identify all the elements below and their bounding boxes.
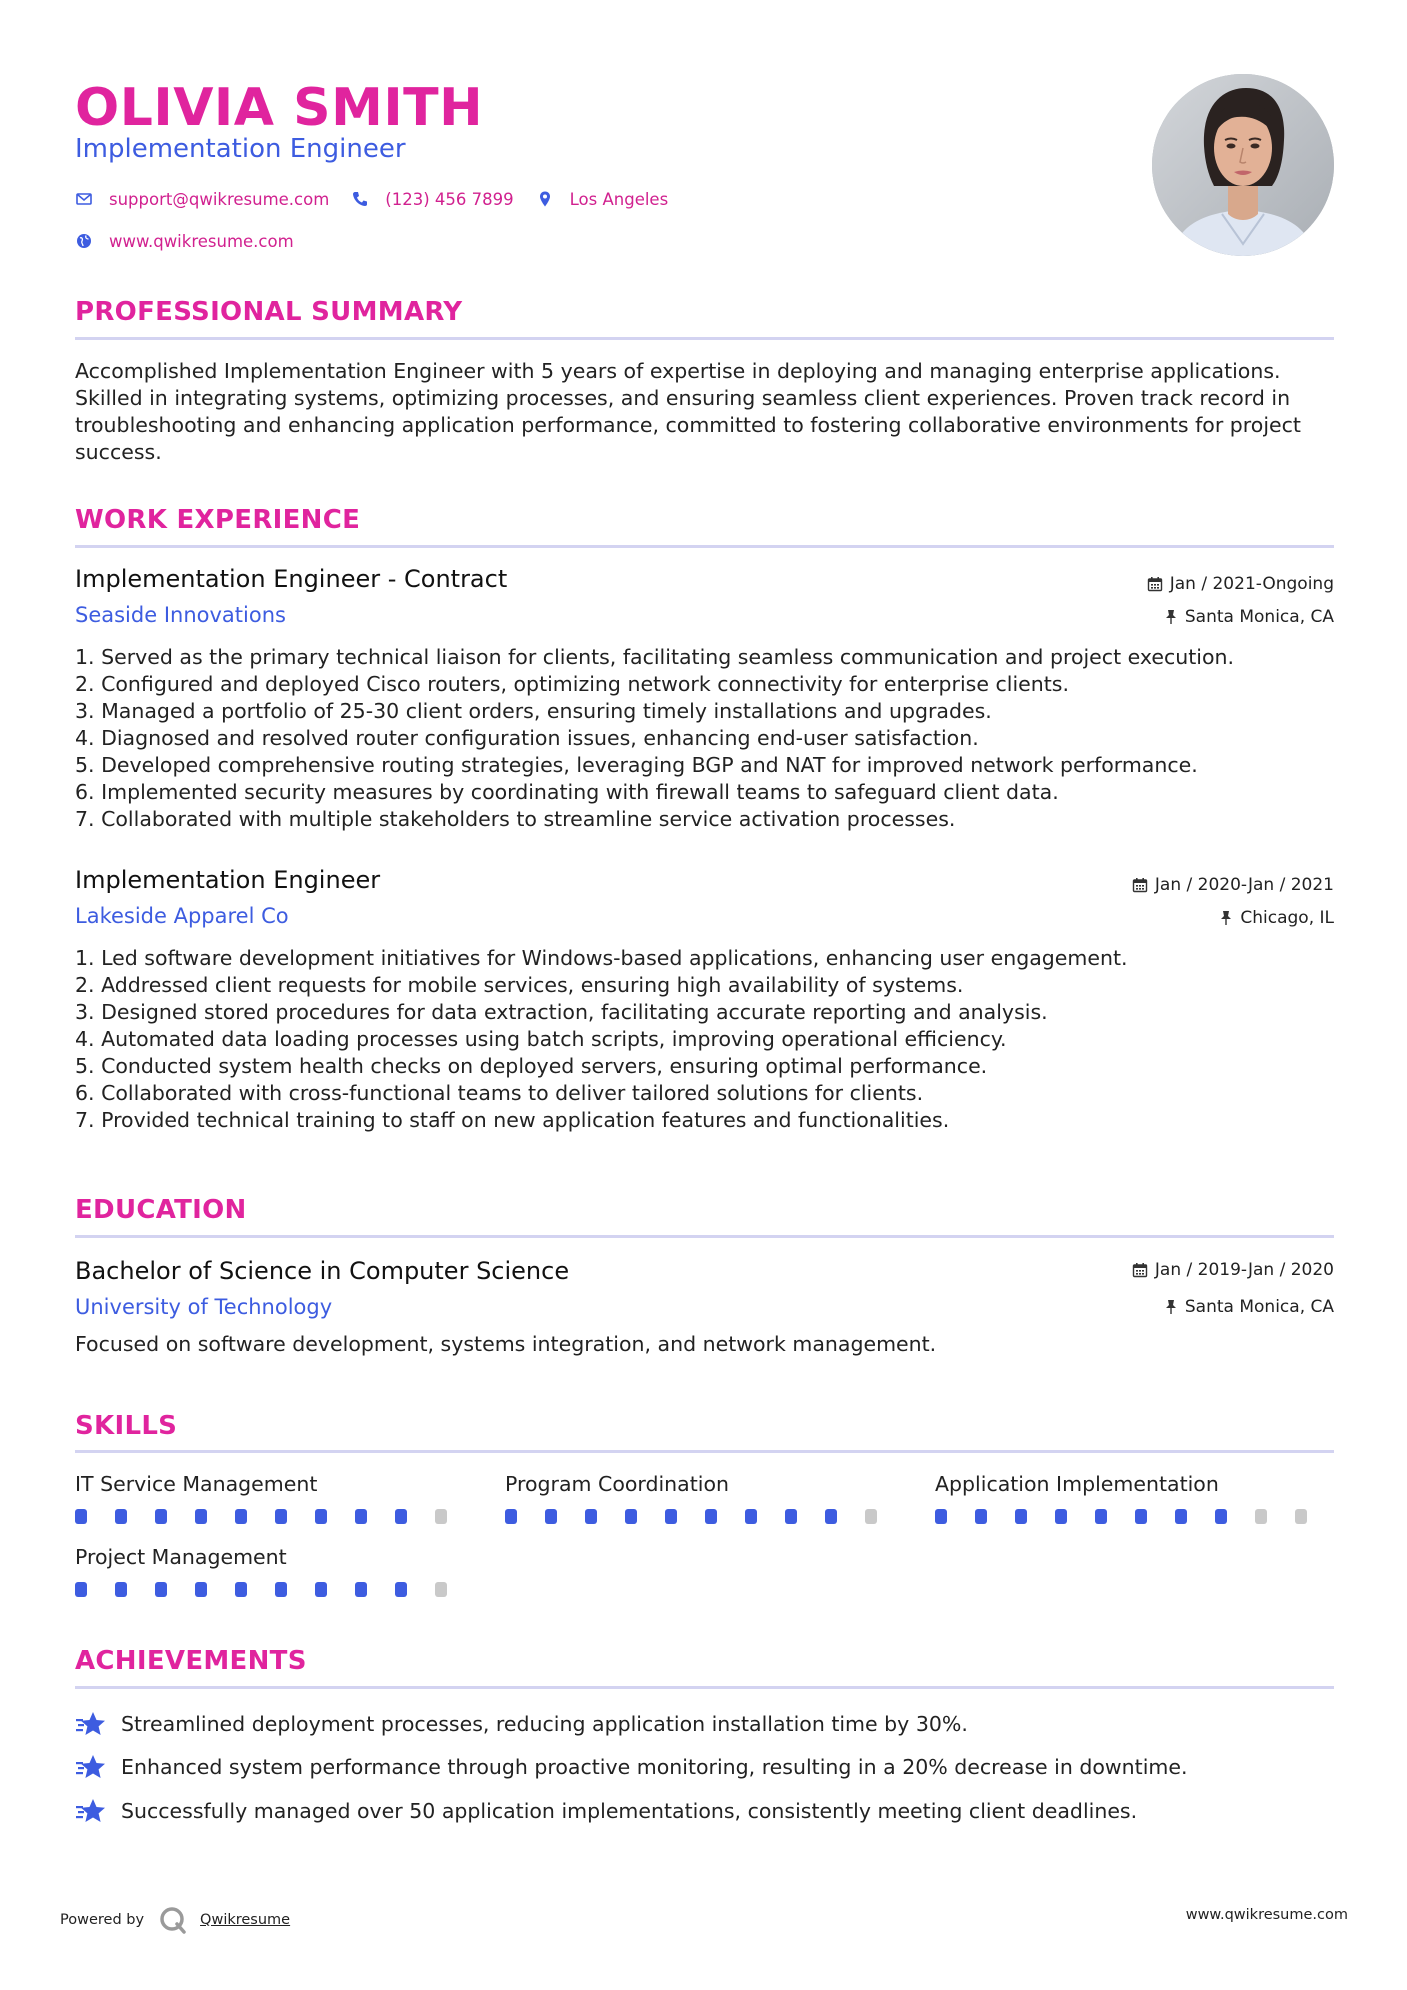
skill-dot-filled (1095, 1509, 1107, 1524)
list-item: 7. Collaborated with multiple stakeholders to streamline service activation processes. (75, 807, 956, 831)
globe-icon (75, 232, 93, 250)
education-location-text: Santa Monica, CA (1184, 1297, 1334, 1317)
skill-name: Application Implementation (935, 1472, 1219, 1496)
skill-dot-filled (315, 1582, 327, 1597)
job-title: Implementation Engineer (75, 866, 381, 894)
skill-dot-filled (785, 1509, 797, 1524)
phone-text: (123) 456 7899 (385, 189, 514, 209)
skill-dot-filled (275, 1509, 287, 1524)
skill-dot-filled (315, 1509, 327, 1524)
skill-dot-filled (975, 1509, 987, 1524)
contact-location (536, 190, 669, 209)
job-location-text: Santa Monica, CA (1184, 607, 1334, 627)
achievement-item (75, 1753, 1188, 1781)
school-name: University of Technology (75, 1295, 333, 1319)
skill-name: Program Coordination (505, 1472, 730, 1496)
skill-dot-filled (935, 1509, 947, 1524)
job-date (1147, 574, 1334, 594)
skill-dot-filled (1015, 1509, 1027, 1524)
list-item: 4. Diagnosed and resolved router configuration issues, enhancing end-user satisfaction. (75, 726, 979, 750)
achievement-text: Streamlined deployment processes, reducing application installation time by 30%. (121, 1712, 968, 1736)
skill-dot-filled (75, 1509, 87, 1524)
section-divider (75, 1235, 1334, 1238)
contact-block (75, 188, 690, 272)
star-badge-icon (75, 1797, 107, 1825)
education-heading: EDUCATION (75, 1195, 247, 1225)
skill-dot-filled (155, 1582, 167, 1597)
job-bullets (75, 644, 1333, 833)
achievements-heading: ACHIEVEMENTS (75, 1646, 307, 1676)
work-heading: WORK EXPERIENCE (75, 505, 361, 535)
section-divider (75, 337, 1334, 340)
calendar-icon (1132, 1262, 1148, 1278)
skill-dot-filled (75, 1582, 87, 1597)
list-item: 4. Automated data loading processes using batch scripts, improving operational efficiency. (75, 1027, 1007, 1051)
section-divider (75, 1450, 1334, 1453)
list-item: 6. Collaborated with cross-functional teams to deliver tailored solutions for clients. (75, 1081, 924, 1105)
skill-dot-filled (545, 1509, 557, 1524)
education-description: Focused on software development, systems integration, and network management. (75, 1332, 937, 1356)
contact-email[interactable] (75, 190, 329, 209)
skill-dot-filled (235, 1509, 247, 1524)
skill-dot-filled (355, 1582, 367, 1597)
skill-dot-empty (865, 1509, 877, 1524)
calendar-icon (1147, 576, 1163, 592)
skill-dot-filled (275, 1582, 287, 1597)
pushpin-icon (1164, 1299, 1178, 1315)
list-item: 7. Provided technical training to staff on new application features and functionalities. (75, 1108, 950, 1132)
skill-dot-filled (155, 1509, 167, 1524)
skill-item (935, 1472, 1335, 1524)
skill-dot-empty (435, 1582, 447, 1597)
skill-dot-filled (395, 1582, 407, 1597)
list-item: 5. Conducted system health checks on deployed servers, ensuring optimal performance. (75, 1054, 988, 1078)
skill-dot-filled (585, 1509, 597, 1524)
map-pin-icon (536, 190, 554, 208)
skill-dot-filled (505, 1509, 517, 1524)
list-item: 1. Led software development initiatives for Windows-based applications, enhancing user engagement. (75, 946, 1128, 970)
skill-dot-filled (1175, 1509, 1187, 1524)
profile-photo (1152, 74, 1334, 256)
skill-dot-empty (1255, 1509, 1267, 1524)
qwikresume-brand-link[interactable]: Qwikresume (200, 1912, 291, 1928)
skill-dot-filled (1135, 1509, 1147, 1524)
skill-dot-filled (115, 1509, 127, 1524)
list-item: 5. Developed comprehensive routing strategies, leveraging BGP and NAT for improved network performance. (75, 753, 1198, 777)
skill-dot-filled (625, 1509, 637, 1524)
summary-text: Accomplished Implementation Engineer with 5 years of expertise in deploying and managing enterprise applications. Skilled in integrating systems, optimizing processes, and ensuring seamless client experiences. Proven track record in troubleshooting and enhancing application performance, committed to fostering collaborative environments for project success. (75, 359, 1301, 464)
skill-dot-filled (825, 1509, 837, 1524)
skill-item (75, 1472, 475, 1524)
footer-url[interactable]: www.qwikresume.com (1185, 1907, 1348, 1923)
skill-name: Project Management (75, 1545, 287, 1569)
job-date-text: Jan / 2021-Ongoing (1169, 574, 1334, 594)
achievement-item (75, 1710, 968, 1738)
skill-rating (935, 1509, 1335, 1524)
skill-dot-filled (355, 1509, 367, 1524)
section-divider (75, 545, 1334, 548)
skill-dot-filled (705, 1509, 717, 1524)
contact-website[interactable] (75, 232, 294, 251)
achievement-text: Enhanced system performance through proactive monitoring, resulting in a 20% decrease in downtime. (121, 1755, 1188, 1779)
skill-rating (505, 1509, 905, 1524)
list-item: 3. Managed a portfolio of 25-30 client orders, ensuring timely installations and upgrades. (75, 699, 992, 723)
job-title: Implementation Engineer - Contract (75, 565, 508, 593)
website-text: www.qwikresume.com (109, 231, 294, 251)
company-name: Lakeside Apparel Co (75, 904, 289, 928)
education-location (1164, 1297, 1334, 1317)
skills-grid (75, 1472, 1334, 1612)
skill-item (75, 1545, 475, 1597)
achievement-item (75, 1797, 1137, 1825)
footer-powered-by (60, 1905, 290, 1935)
skill-dot-filled (1055, 1509, 1067, 1524)
skills-heading: SKILLS (75, 1411, 178, 1441)
qwikresume-logo-icon (158, 1905, 188, 1935)
powered-by-label: Powered by (60, 1912, 145, 1928)
list-item: 1. Served as the primary technical liaison for clients, facilitating seamless communication and project execution. (75, 645, 1235, 669)
degree-title: Bachelor of Science in Computer Science (75, 1257, 570, 1285)
summary-heading: PROFESSIONAL SUMMARY (75, 297, 463, 327)
envelope-icon (75, 190, 93, 208)
location-text: Los Angeles (569, 189, 669, 209)
skill-name: IT Service Management (75, 1472, 318, 1496)
job-location (1164, 607, 1334, 627)
skill-dot-filled (235, 1582, 247, 1597)
company-name: Seaside Innovations (75, 603, 286, 627)
list-item: 6. Implemented security measures by coordinating with firewall teams to safeguard client data. (75, 780, 1059, 804)
skill-dot-filled (1215, 1509, 1227, 1524)
job-location-text: Chicago, IL (1240, 908, 1334, 928)
job-location (1219, 908, 1334, 928)
star-badge-icon (75, 1753, 107, 1781)
list-item: 3. Designed stored procedures for data extraction, facilitating accurate reporting and analysis. (75, 1000, 1048, 1024)
education-date (1132, 1260, 1334, 1280)
pushpin-icon (1164, 609, 1178, 625)
candidate-name: OLIVIA SMITH (75, 78, 484, 138)
section-divider (75, 1686, 1334, 1689)
skill-dot-filled (195, 1582, 207, 1597)
star-badge-icon (75, 1710, 107, 1738)
skill-dot-filled (745, 1509, 757, 1524)
list-item: 2. Addressed client requests for mobile services, ensuring high availability of systems. (75, 973, 964, 997)
job-date (1132, 875, 1334, 895)
skill-dot-empty (1295, 1509, 1307, 1524)
skill-item (505, 1472, 905, 1524)
skill-rating (75, 1509, 475, 1524)
skill-rating (75, 1582, 475, 1597)
education-date-text: Jan / 2019-Jan / 2020 (1154, 1260, 1334, 1280)
email-text: support@qwikresume.com (109, 189, 330, 209)
skill-dot-filled (195, 1509, 207, 1524)
contact-phone[interactable] (351, 190, 513, 209)
skill-dot-filled (395, 1509, 407, 1524)
list-item: 2. Configured and deployed Cisco routers, optimizing network connectivity for enterprise clients. (75, 672, 1069, 696)
calendar-icon (1132, 877, 1148, 893)
skill-dot-empty (435, 1509, 447, 1524)
achievement-text: Successfully managed over 50 application implementations, consistently meeting client deadlines. (121, 1799, 1138, 1823)
candidate-title: Implementation Engineer (75, 134, 406, 164)
skill-dot-filled (115, 1582, 127, 1597)
pushpin-icon (1219, 910, 1233, 926)
job-bullets (75, 945, 1333, 1134)
skill-dot-filled (665, 1509, 677, 1524)
phone-icon (351, 190, 369, 208)
job-date-text: Jan / 2020-Jan / 2021 (1154, 875, 1334, 895)
